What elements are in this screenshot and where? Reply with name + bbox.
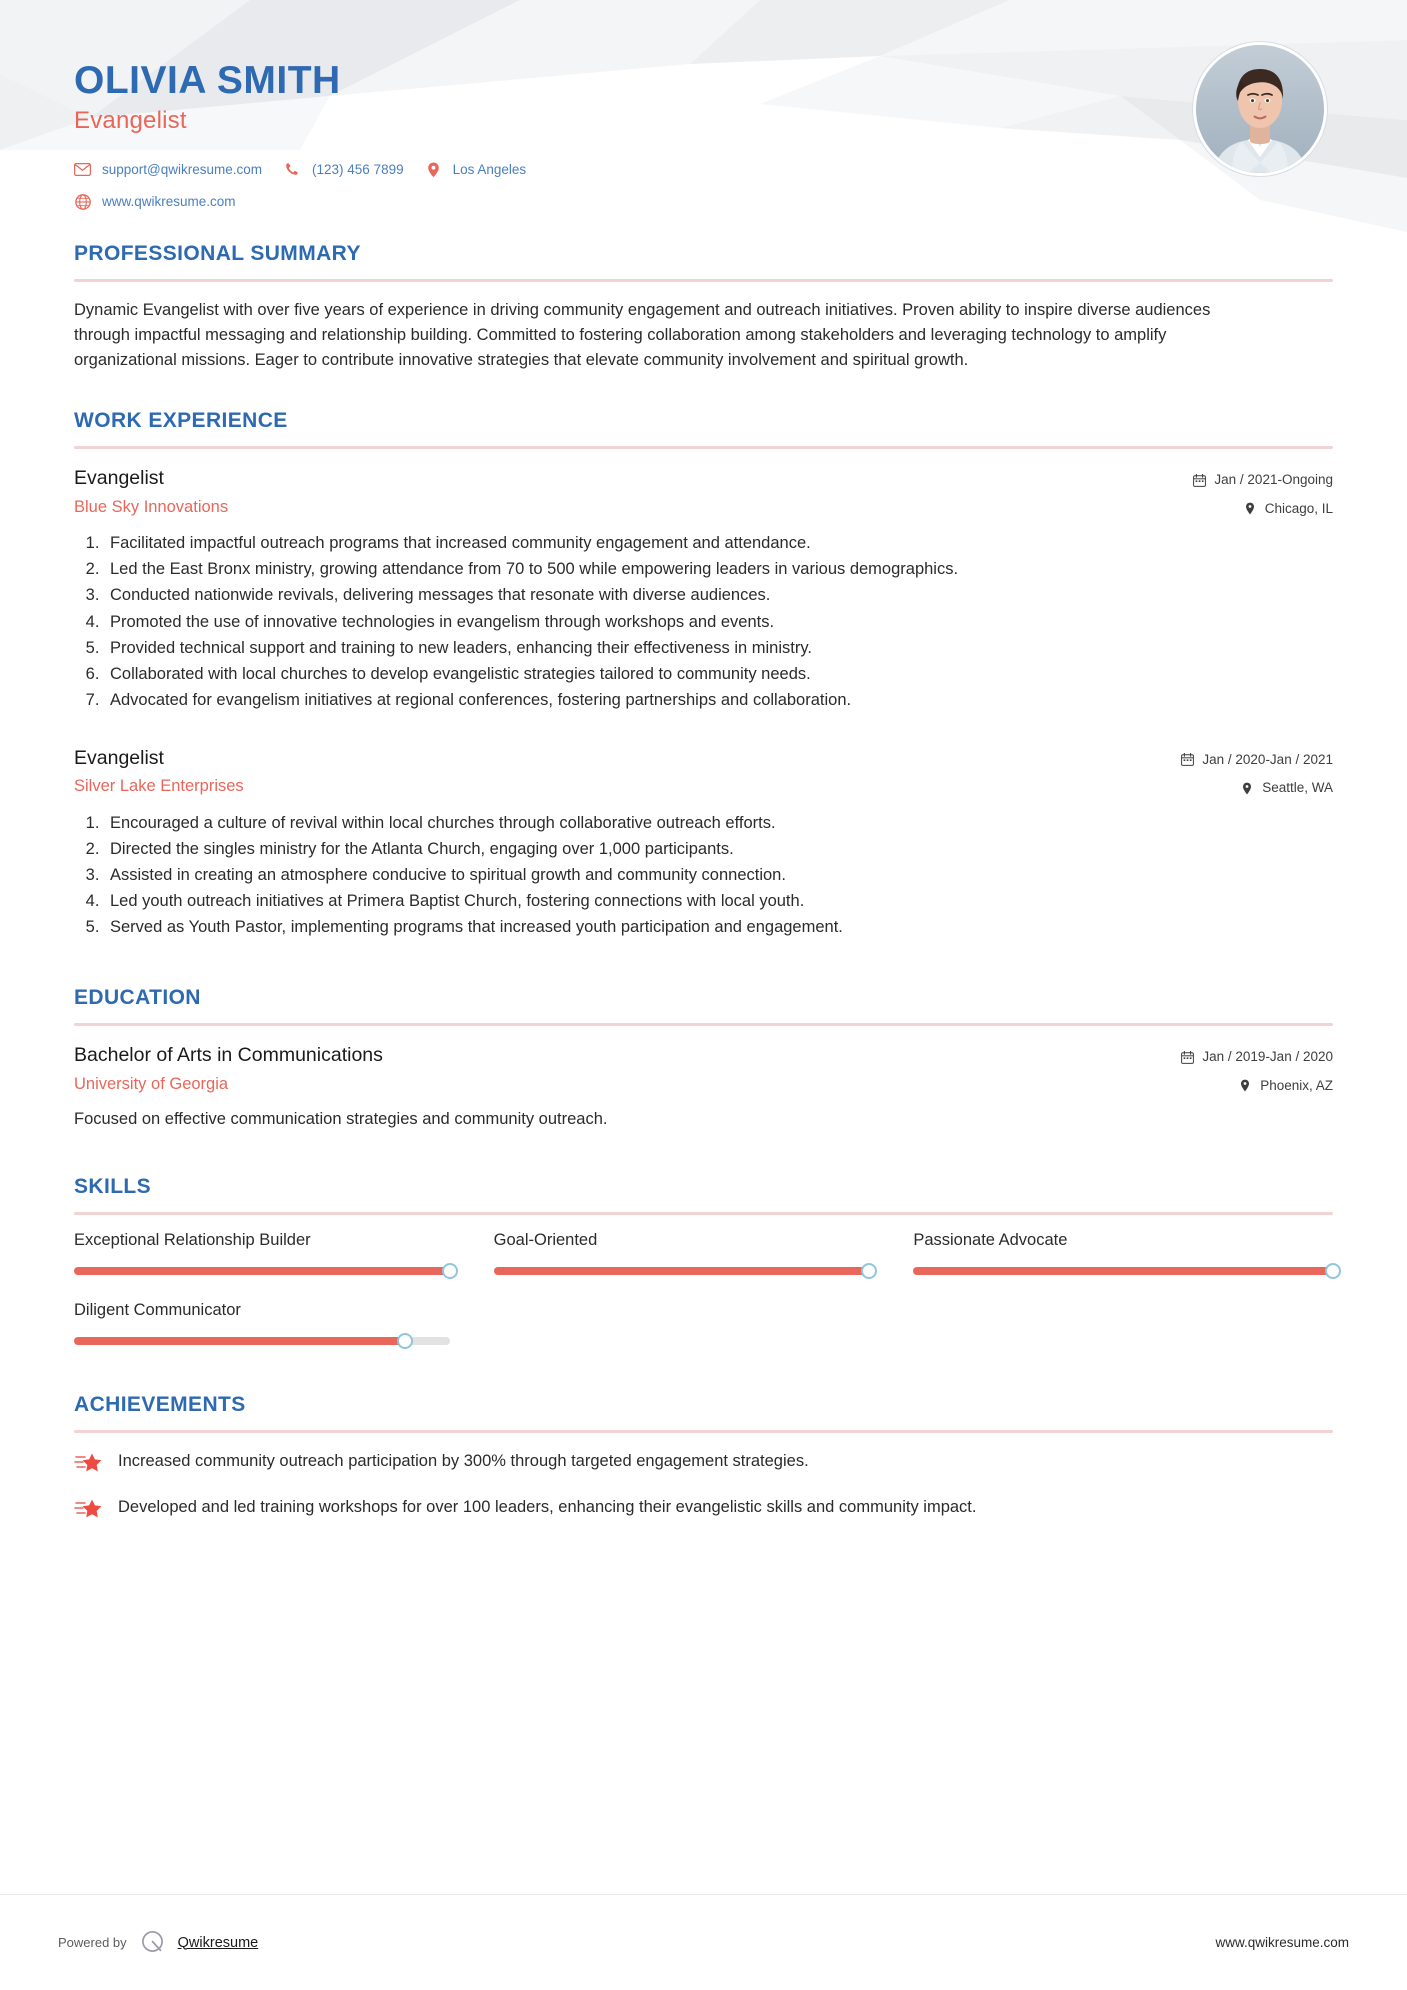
job-location bbox=[1180, 778, 1333, 798]
contact-phone-text: (123) 456 7899 bbox=[312, 162, 404, 178]
company-name: Blue Sky Innovations bbox=[74, 497, 229, 516]
work-entry-left bbox=[74, 465, 1192, 518]
summary-text: Dynamic Evangelist with over five years of experience in driving community engagement and outreach initiatives. Proven ability to inspire diverse audiences through impactful messaging and relationship building. Committed to fostering collaboration among stakeholders and leveraging technology to amplify organizational missions. Eager to contribute innovative strategies that elevate community involvement and spiritual growth. bbox=[74, 301, 1211, 370]
skill-item bbox=[74, 1301, 494, 1345]
contact-line-primary bbox=[74, 161, 1333, 179]
job-bullet: 1. Encouraged a culture of revival within local churches through collaborative outreach efforts. bbox=[104, 810, 1333, 836]
job-dates-text: Jan / 2020-Jan / 2021 bbox=[1202, 751, 1333, 767]
skill-item bbox=[74, 1231, 494, 1275]
work-entry-header bbox=[74, 745, 1333, 798]
job-bullet: 3. Conducted nationwide revivals, delivering messages that resonate with diverse audiences. bbox=[104, 582, 1333, 608]
contact-line-secondary bbox=[74, 193, 1333, 211]
star-badge-icon bbox=[74, 1497, 104, 1523]
skill-label: Goal-Oriented bbox=[493, 1230, 598, 1249]
contact-email[interactable] bbox=[74, 161, 262, 178]
section-achievements bbox=[74, 1393, 1333, 1523]
school-name: University of Georgia bbox=[74, 1074, 229, 1093]
calendar-icon bbox=[1180, 753, 1194, 767]
section-title-achievements: ACHIEVEMENTS bbox=[74, 1392, 246, 1416]
section-education bbox=[74, 986, 1333, 1133]
contact-info bbox=[74, 161, 1333, 211]
section-divider bbox=[74, 1212, 1333, 1215]
contact-email-text: support@qwikresume.com bbox=[102, 162, 263, 178]
education-entry bbox=[74, 1042, 1333, 1133]
skill-label: Diligent Communicator bbox=[74, 1300, 241, 1319]
page-footer bbox=[0, 1894, 1407, 1990]
skill-slider[interactable] bbox=[913, 1267, 1333, 1275]
section-divider bbox=[74, 1430, 1333, 1433]
resume-header bbox=[74, 0, 1333, 232]
section-divider bbox=[74, 279, 1333, 282]
qwikresume-logo-icon bbox=[139, 1929, 166, 1956]
avatar bbox=[1193, 42, 1327, 176]
job-location bbox=[1192, 499, 1333, 519]
map-pin-icon bbox=[1240, 781, 1254, 795]
job-dates bbox=[1192, 470, 1333, 490]
company-name: Silver Lake Enterprises bbox=[74, 777, 244, 796]
skill-item bbox=[913, 1231, 1333, 1275]
skill-slider[interactable] bbox=[494, 1267, 870, 1275]
section-title-work: WORK EXPERIENCE bbox=[74, 409, 288, 433]
education-location bbox=[1180, 1076, 1333, 1096]
map-pin-icon bbox=[425, 161, 442, 178]
education-dates-text: Jan / 2019-Jan / 2020 bbox=[1202, 1049, 1333, 1065]
contact-location-text: Los Angeles bbox=[452, 162, 527, 178]
section-title-skills: SKILLS bbox=[74, 1174, 152, 1198]
contact-website-text: www.qwikresume.com bbox=[102, 194, 236, 210]
skill-label: Passionate Advocate bbox=[913, 1230, 1068, 1249]
work-entry bbox=[74, 465, 1333, 713]
skills-grid bbox=[74, 1231, 1333, 1371]
work-entry-meta bbox=[1192, 465, 1333, 518]
skill-slider-fill bbox=[494, 1267, 870, 1275]
job-bullet: 5. Served as Youth Pastor, implementing programs that increased youth participation and engagement. bbox=[104, 914, 1333, 940]
envelope-icon bbox=[74, 161, 91, 178]
work-entry-header bbox=[74, 465, 1333, 518]
skill-slider-knob[interactable] bbox=[861, 1263, 877, 1279]
skill-slider-fill bbox=[913, 1267, 1333, 1275]
contact-location bbox=[425, 161, 527, 178]
education-description: Focused on effective communication strategies and community outreach. bbox=[74, 1110, 608, 1129]
education-location-text: Phoenix, AZ bbox=[1260, 1077, 1333, 1093]
candidate-name: OLIVIA SMITH bbox=[74, 59, 341, 102]
section-divider bbox=[74, 1023, 1333, 1026]
star-badge-icon bbox=[74, 1451, 104, 1477]
calendar-icon bbox=[1192, 473, 1206, 487]
section-title-education: EDUCATION bbox=[74, 986, 201, 1010]
map-pin-icon bbox=[1243, 502, 1257, 516]
education-entry-meta bbox=[1180, 1042, 1333, 1095]
job-bullet: 2. Led the East Bronx ministry, growing attendance from 70 to 500 while empowering leaders in various demographics. bbox=[104, 556, 1333, 582]
job-location-text: Seattle, WA bbox=[1262, 780, 1333, 796]
skill-slider[interactable] bbox=[74, 1337, 450, 1345]
map-pin-icon bbox=[1238, 1079, 1252, 1093]
contact-website[interactable] bbox=[74, 193, 236, 210]
job-dates-text: Jan / 2021-Ongoing bbox=[1214, 472, 1333, 488]
education-entry-header bbox=[74, 1042, 1333, 1095]
job-title: Evangelist bbox=[74, 746, 164, 769]
achievement-item bbox=[74, 1449, 1333, 1477]
skill-slider-fill bbox=[74, 1267, 450, 1275]
skill-item bbox=[494, 1231, 914, 1275]
education-dates bbox=[1180, 1047, 1333, 1067]
section-divider bbox=[74, 446, 1333, 449]
education-entry-left bbox=[74, 1042, 1180, 1095]
achievement-text: Increased community outreach participation by 300% through targeted engagement strategies. bbox=[118, 1451, 809, 1470]
job-bullet: 4. Led youth outreach initiatives at Primera Baptist Church, fostering connections with local youth. bbox=[104, 888, 1333, 914]
job-dates bbox=[1180, 750, 1333, 770]
calendar-icon bbox=[1180, 1050, 1194, 1064]
section-skills bbox=[74, 1175, 1333, 1371]
job-bullet: 5. Provided technical support and training to new leaders, enhancing their effectiveness in ministry. bbox=[104, 635, 1333, 661]
powered-by-label: Powered by bbox=[58, 1935, 127, 1950]
job-bullet: 3. Assisted in creating an atmosphere conducive to spiritual growth and community connection. bbox=[104, 862, 1333, 888]
brand-link[interactable]: Qwikresume bbox=[177, 1934, 259, 1951]
skill-slider-knob[interactable] bbox=[1325, 1263, 1341, 1279]
phone-icon bbox=[284, 161, 301, 178]
candidate-role: Evangelist bbox=[74, 106, 187, 134]
skill-slider-fill bbox=[74, 1337, 405, 1345]
job-bullet: 6. Collaborated with local churches to develop evangelistic strategies tailored to community needs. bbox=[104, 661, 1333, 687]
job-bullet: 4. Promoted the use of innovative technologies in evangelism through workshops and events. bbox=[104, 609, 1333, 635]
job-bullet: 1. Facilitated impactful outreach programs that increased community engagement and attendance. bbox=[104, 530, 1333, 556]
job-bullets bbox=[74, 530, 1333, 712]
section-title-summary: PROFESSIONAL SUMMARY bbox=[74, 242, 361, 265]
skill-label: Exceptional Relationship Builder bbox=[74, 1230, 311, 1249]
degree-title: Bachelor of Arts in Communications bbox=[74, 1044, 383, 1067]
footer-website[interactable]: www.qwikresume.com bbox=[1215, 1935, 1349, 1950]
job-location-text: Chicago, IL bbox=[1264, 500, 1333, 516]
skill-slider-knob[interactable] bbox=[397, 1333, 413, 1349]
job-bullet: 2. Directed the singles ministry for the Atlanta Church, engaging over 1,000 participants. bbox=[104, 836, 1333, 862]
section-work-experience bbox=[74, 409, 1333, 940]
section-professional-summary bbox=[74, 242, 1333, 373]
contact-phone[interactable] bbox=[284, 161, 404, 178]
work-entry bbox=[74, 745, 1333, 940]
globe-icon bbox=[74, 193, 91, 210]
skill-slider-knob[interactable] bbox=[442, 1263, 458, 1279]
work-entry-meta bbox=[1180, 745, 1333, 798]
skill-slider[interactable] bbox=[74, 1267, 450, 1275]
work-entry-left bbox=[74, 745, 1180, 798]
achievement-text: Developed and led training workshops for over 100 leaders, enhancing their evangelistic skills and community impact. bbox=[118, 1497, 977, 1516]
footer-branding bbox=[58, 1929, 258, 1956]
achievement-item bbox=[74, 1495, 1333, 1523]
job-title: Evangelist bbox=[74, 467, 164, 490]
job-bullets bbox=[74, 810, 1333, 940]
job-bullet: 7. Advocated for evangelism initiatives at regional conferences, fostering partnerships and collaboration. bbox=[104, 687, 1333, 713]
